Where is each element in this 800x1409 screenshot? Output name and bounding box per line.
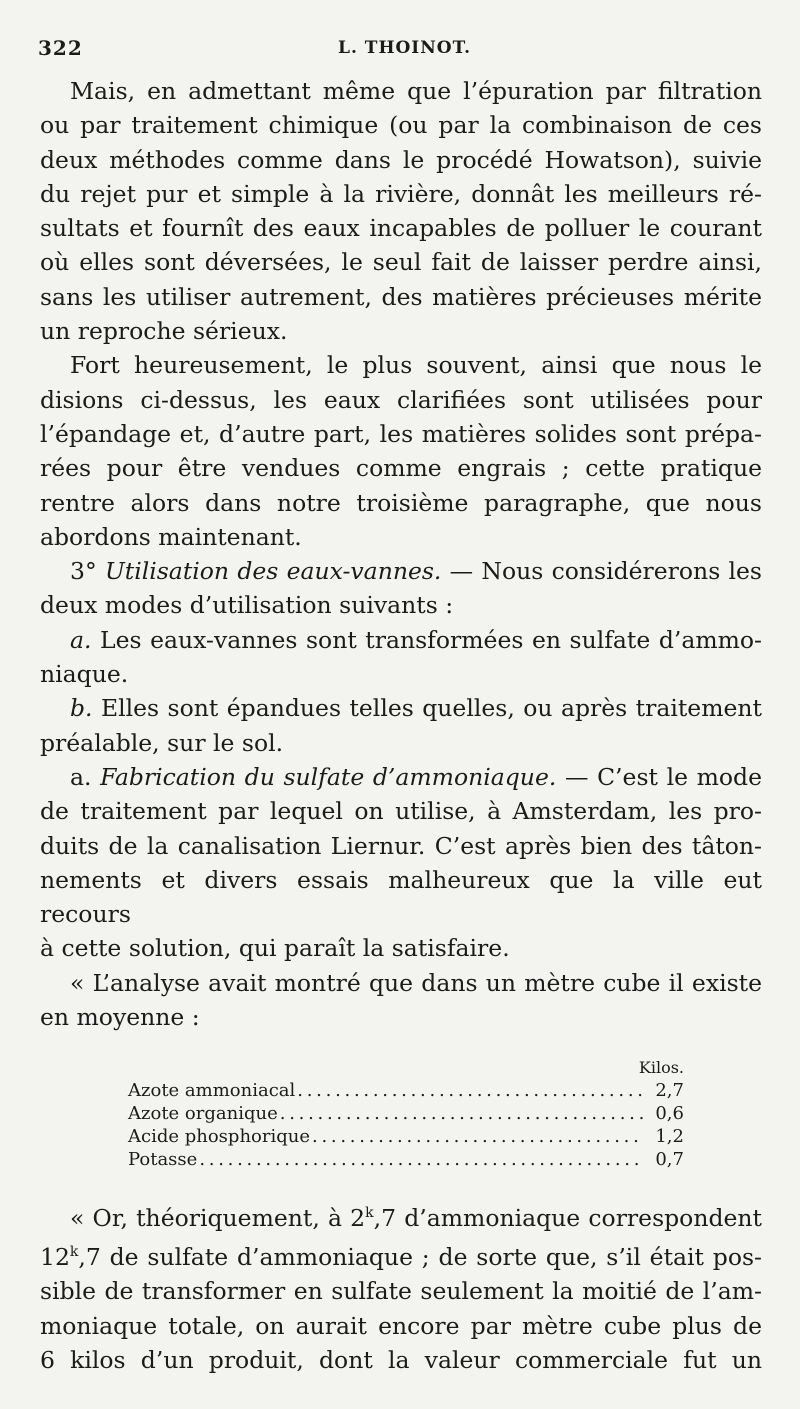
text-line: sans les utiliser autrement, des matières précieuses mérite xyxy=(40,282,762,311)
subsection-heading-line: a. Fabrication du sulfate d’ammoniaque. — C’est le mode xyxy=(70,762,762,791)
list-item-b: b. Elles sont épandues telles quelles, ou après traitement xyxy=(70,694,762,723)
text-line: de traitement par lequel on utilise, à Amsterdam, les pro- xyxy=(40,797,762,826)
page-header xyxy=(38,36,760,66)
table-row-value: 2,7 xyxy=(655,1080,684,1101)
text-line: duits de la canalisation Liernur. C’est après bien des tâton- xyxy=(40,831,762,860)
body-text xyxy=(40,74,762,1034)
table-row xyxy=(128,1079,684,1102)
text-line: deux méthodes comme dans le procédé Howatson), suivie xyxy=(40,145,762,174)
text-line: un reproche sérieux. xyxy=(40,317,288,346)
text-line: du rejet pur et simple à la rivière, donnât les meilleurs ré- xyxy=(40,179,762,208)
text-line: rentre alors dans notre troisième paragraphe, que nous xyxy=(40,488,762,517)
text-line: rées pour être vendues comme engrais ; cette pratique xyxy=(40,454,762,483)
dot-leader xyxy=(297,1079,644,1102)
text-line: en moyenne : xyxy=(40,1003,200,1032)
text-line: sultats et fournît des eaux incapables de polluer le courant xyxy=(40,214,762,243)
table-row-value: 0,7 xyxy=(655,1149,684,1170)
subsection-title: Fabrication du sulfate d’ammoniaque. xyxy=(100,762,557,791)
table-row-label: Azote ammoniacal xyxy=(128,1080,296,1101)
table-row-value: 0,6 xyxy=(655,1103,684,1124)
text-line: à cette solution, qui paraît la satisfaire. xyxy=(40,934,510,963)
table-row xyxy=(128,1148,684,1171)
list-item-a: a. Les eaux-vannes sont transformées en sulfate d’ammo- xyxy=(70,625,762,654)
text-line: 6 kilos d’un produit, dont la valeur commerciale fut un xyxy=(40,1345,762,1374)
text-line: sible de transformer en sulfate seulement la moitié de l’am- xyxy=(40,1277,762,1306)
composition-table xyxy=(128,1056,684,1171)
running-head: L. THOINOT. xyxy=(338,38,471,58)
table-row-value: 1,2 xyxy=(655,1126,684,1147)
text-line: ou par traitement chimique (ou par la combinaison de ces xyxy=(40,111,762,140)
text-line: deux modes d’utilisation suivants : xyxy=(40,591,454,620)
text-line: où elles sont déversées, le seul fait de laisser perdre ainsi, xyxy=(40,248,762,277)
text-line: moniaque totale, on aurait encore par mètre cube plus de xyxy=(40,1311,762,1340)
closing-paragraph xyxy=(40,1196,762,1377)
table-row-label: Azote organique xyxy=(128,1103,278,1124)
table-row xyxy=(128,1102,684,1125)
table-unit-header: Kilos. xyxy=(638,1058,684,1077)
dot-leader xyxy=(199,1148,644,1171)
table-row-label: Potasse xyxy=(128,1149,198,1170)
dot-leader xyxy=(280,1102,644,1125)
text-line: Fort heureusement, le plus souvent, ainsi que nous le xyxy=(70,351,762,380)
text-line: « L’analyse avait montré que dans un mètre cube il existe xyxy=(70,968,762,997)
text-line: niaque. xyxy=(40,660,129,689)
section-heading-line: 3° Utilisation des eaux-vannes. — Nous considérerons les xyxy=(70,557,762,586)
text-line: l’épandage et, d’autre part, les matières solides sont prépa- xyxy=(40,419,762,448)
dot-leader xyxy=(312,1125,644,1148)
text-line: nements et divers essais malheureux que la ville eut recours xyxy=(40,865,762,929)
text-line: « Or, théoriquement, à 2$^k$,7 d’ammoniaque correspondent xyxy=(70,1203,762,1232)
text-line: disions ci-dessus, les eaux clarifiées sont utilisées pour xyxy=(40,385,762,414)
page-number: 322 xyxy=(38,36,83,60)
table-row xyxy=(128,1125,684,1148)
table-row-label: Acide phosphorique xyxy=(128,1126,311,1147)
text-line: Mais, en admettant même que l’épuration par filtration xyxy=(70,77,762,105)
text-line: 12$^k$,7 de sulfate d’ammoniaque ; de sorte que, s’il était pos- xyxy=(40,1242,762,1271)
text-line: préalable, sur le sol. xyxy=(40,728,284,757)
text-line: abordons maintenant. xyxy=(40,522,302,551)
section-title: Utilisation des eaux-vannes. xyxy=(104,557,442,586)
